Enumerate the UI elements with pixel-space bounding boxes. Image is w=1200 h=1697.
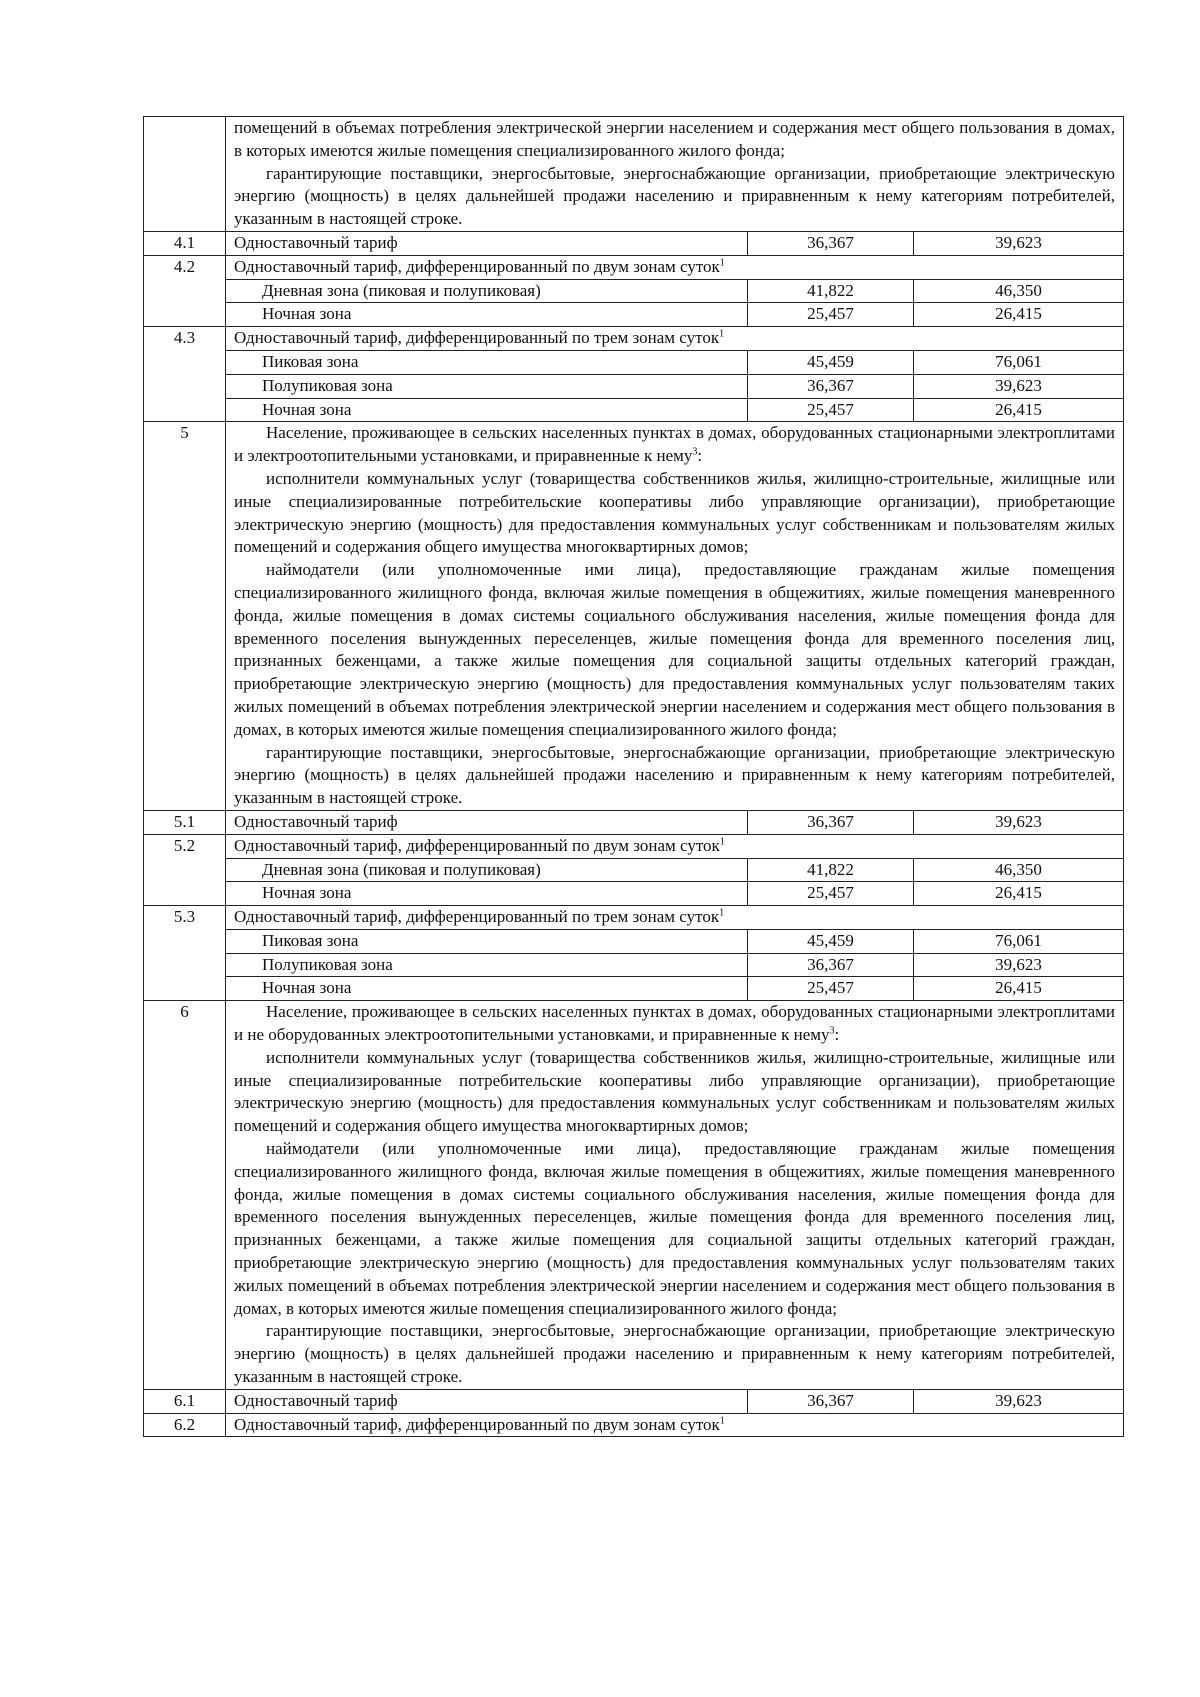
paragraph: Население, проживающее в сельских населенных пунктах в домах, оборудованных стационарными электроплитами и не оборудованных электроотопительными установками, и приравненные к нему$^3$: [234, 1002, 1115, 1045]
footnote-marker: 1 [719, 836, 725, 848]
table-row [144, 810, 1124, 834]
tariff-label: Одноставочный тариф [226, 810, 748, 834]
table-row [144, 906, 1124, 930]
row-number [144, 117, 226, 232]
paragraph: Население, проживающее в сельских населенных пунктах в домах, оборудованных стационарными электроплитами и электроотопительными установками, и приравненные к нему$^3$: [234, 423, 1115, 466]
footnote-marker: 1 [719, 1414, 725, 1426]
paragraph: наймодатели (или уполномоченные ими лица), предоставляющие гражданам жилые помещения специализированного жилищного фонда, включая жилые помещения в общежитиях, жилые помещения маневренного фонда, жилые помещения в домах системы социального обслуживания населения, жилые помещения фонда для временного поселения вынужденных переселенцев, жилые помещения фонда для временного поселения лиц, признанных беженцами, а также жилые помещения для социальной защиты отдельных категорий граждан, приобретающие электрическую энергию (мощность) для предоставления коммунальных услуг пользователям таких жилых помещений в объемах потребления электрической энергии населением и содержания мест общего пользования в домах, в которых имеются жилые помещения специализированного жилого фонда; [234, 1139, 1115, 1318]
tariff-value-h2: 39,623 [914, 231, 1124, 255]
tariff-value-h1: 36,367 [748, 1389, 914, 1413]
tariff-value-h2: 26,415 [914, 977, 1124, 1001]
tariff-value-h2: 76,061 [914, 929, 1124, 953]
paragraph: исполнители коммунальных услуг (товарищества собственников жилья, жилищно-строительные, жилищные или иные специализированные потребительские кооперативы либо управляющие организации), приобретающие электрическую энергию (мощность) для предоставления коммунальных услуг собственникам и пользователям жилых помещений и содержания общего имущества многоквартирных домов; [234, 1047, 1115, 1136]
table-row [144, 1001, 1124, 1390]
table-row [144, 953, 1124, 977]
table-row [144, 303, 1124, 327]
tariff-value-h1: 25,457 [748, 882, 914, 906]
tariff-table [143, 116, 1124, 1437]
tariff-value-h1: 36,367 [748, 810, 914, 834]
row-number: 5.2 [144, 834, 226, 905]
table-row [144, 398, 1124, 422]
zone-label: Ночная зона [226, 882, 748, 906]
tariff-value-h1: 41,822 [748, 279, 914, 303]
zone-label: Дневная зона (пиковая и полупиковая) [226, 279, 748, 303]
row-number: 4.2 [144, 255, 226, 326]
paragraph: гарантирующие поставщики, энергосбытовые, энергоснабжающие организации, приобретающие электрическую энергию (мощность) в целях дальнейшей продажи населению и приравненным к нему категориям потребителей, указанным в настоящей строке. [234, 742, 1115, 808]
table-row [144, 1413, 1124, 1437]
paragraph: гарантирующие поставщики, энергосбытовые, энергоснабжающие организации, приобретающие электрическую энергию (мощность) в целях дальнейшей продажи населению и приравненным к нему категориям потребителей, указанным в настоящей строке. [234, 1321, 1115, 1387]
zone-label: Пиковая зона [226, 350, 748, 374]
tariff-label: Одноставочный тариф [226, 231, 748, 255]
table-row [144, 231, 1124, 255]
row-number: 6 [144, 1001, 226, 1390]
table-row [144, 279, 1124, 303]
table-row [144, 882, 1124, 906]
tariff-value-h2: 26,415 [914, 398, 1124, 422]
footnote-marker: 1 [719, 257, 725, 269]
table-row [144, 374, 1124, 398]
footnote-marker: 3 [829, 1025, 835, 1037]
category-description [226, 117, 1124, 232]
row-number: 4.1 [144, 231, 226, 255]
row-number: 5.1 [144, 810, 226, 834]
paragraph: гарантирующие поставщики, энергосбытовые, энергоснабжающие организации, приобретающие электрическую энергию (мощность) в целях дальнейшей продажи населению и приравненным к нему категориям потребителей, указанным в настоящей строке. [234, 163, 1115, 229]
tariff-value-h1: 45,459 [748, 350, 914, 374]
tariff-value-h1: 36,367 [748, 231, 914, 255]
tariff-value-h2: 46,350 [914, 858, 1124, 882]
table-row [144, 117, 1124, 232]
zone-label: Ночная зона [226, 977, 748, 1001]
category-description [226, 422, 1124, 811]
tariff-value-h2: 39,623 [914, 953, 1124, 977]
table-row [144, 350, 1124, 374]
footnote-marker: 1 [719, 328, 725, 340]
tariff-label: Одноставочный тариф, дифференцированный по трем зонам суток$^1$ [226, 906, 1124, 930]
table-row [144, 255, 1124, 279]
tariff-value-h1: 25,457 [748, 977, 914, 1001]
category-description [226, 1001, 1124, 1390]
table-row [144, 1389, 1124, 1413]
tariff-document-page [143, 116, 1123, 1437]
tariff-value-h1: 45,459 [748, 929, 914, 953]
row-number: 4.3 [144, 327, 226, 422]
row-number: 6.2 [144, 1413, 226, 1437]
zone-label: Полупиковая зона [226, 953, 748, 977]
tariff-value-h2: 26,415 [914, 303, 1124, 327]
row-number: 5 [144, 422, 226, 811]
table-row [144, 327, 1124, 351]
tariff-value-h2: 76,061 [914, 350, 1124, 374]
paragraph: исполнители коммунальных услуг (товарищества собственников жилья, жилищно-строительные, жилищные или иные специализированные потребительские кооперативы либо управляющие организации), приобретающие электрическую энергию (мощность) для предоставления коммунальных услуг собственникам и пользователям жилых помещений и содержания общего имущества многоквартирных домов; [234, 468, 1115, 557]
table-row [144, 977, 1124, 1001]
table-row [144, 858, 1124, 882]
tariff-value-h1: 25,457 [748, 303, 914, 327]
zone-label: Дневная зона (пиковая и полупиковая) [226, 858, 748, 882]
table-row [144, 929, 1124, 953]
zone-label: Ночная зона [226, 398, 748, 422]
tariff-value-h1: 36,367 [748, 374, 914, 398]
paragraph: наймодатели (или уполномоченные ими лица), предоставляющие гражданам жилые помещения специализированного жилищного фонда, включая жилые помещения в общежитиях, жилые помещения маневренного фонда, жилые помещения в домах системы социального обслуживания населения, жилые помещения фонда для временного поселения вынужденных переселенцев, жилые помещения фонда для временного поселения лиц, признанных беженцами, а также жилые помещения для социальной защиты отдельных категорий граждан, приобретающие электрическую энергию (мощность) для предоставления коммунальных услуг пользователям таких жилых помещений в объемах потребления электрической энергии населением и содержания мест общего пользования в домах, в которых имеются жилые помещения специализированного жилого фонда; [234, 560, 1115, 739]
row-number: 5.3 [144, 906, 226, 1001]
tariff-label: Одноставочный тариф, дифференцированный по двум зонам суток$^1$ [226, 255, 1124, 279]
tariff-value-h2: 39,623 [914, 810, 1124, 834]
tariff-label: Одноставочный тариф, дифференцированный по двум зонам суток$^1$ [226, 1413, 1124, 1437]
footnote-marker: 1 [719, 907, 725, 919]
table-row [144, 422, 1124, 811]
tariff-value-h2: 39,623 [914, 1389, 1124, 1413]
tariff-label: Одноставочный тариф, дифференцированный по двум зонам суток$^1$ [226, 834, 1124, 858]
row-number: 6.1 [144, 1389, 226, 1413]
tariff-value-h2: 39,623 [914, 374, 1124, 398]
zone-label: Ночная зона [226, 303, 748, 327]
tariff-value-h1: 41,822 [748, 858, 914, 882]
tariff-value-h1: 36,367 [748, 953, 914, 977]
tariff-label: Одноставочный тариф [226, 1389, 748, 1413]
tariff-label: Одноставочный тариф, дифференцированный по трем зонам суток$^1$ [226, 327, 1124, 351]
zone-label: Полупиковая зона [226, 374, 748, 398]
paragraph: помещений в объемах потребления электрической энергии населением и содержания мест общего пользования в домах, в которых имеются жилые помещения специализированного жилого фонда; [234, 118, 1115, 160]
zone-label: Пиковая зона [226, 929, 748, 953]
footnote-marker: 3 [692, 446, 698, 458]
table-row [144, 834, 1124, 858]
tariff-value-h1: 25,457 [748, 398, 914, 422]
tariff-value-h2: 26,415 [914, 882, 1124, 906]
tariff-value-h2: 46,350 [914, 279, 1124, 303]
